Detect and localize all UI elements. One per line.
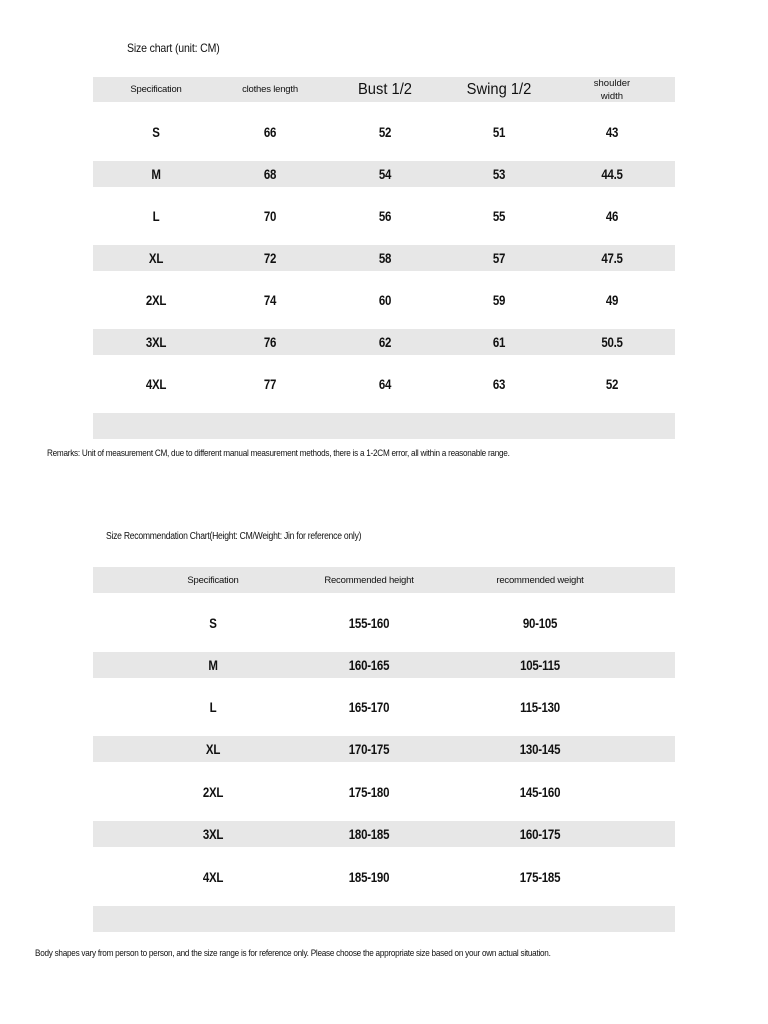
header-swing: Swing 1/2 bbox=[466, 80, 532, 98]
shoulder-cell: 47.5 bbox=[601, 250, 623, 266]
bust-cell: 52 bbox=[378, 124, 392, 140]
shoulder-cell: 43 bbox=[605, 124, 619, 140]
table-row bbox=[93, 609, 675, 636]
bust-cell: 62 bbox=[378, 334, 392, 350]
swing-cell: 61 bbox=[492, 334, 506, 350]
swing-cell: 53 bbox=[492, 166, 506, 182]
size-cell: 4XL bbox=[145, 376, 167, 392]
table-row bbox=[93, 736, 675, 762]
size-chart-table bbox=[93, 77, 675, 439]
table-row bbox=[93, 652, 675, 678]
table-row bbox=[93, 371, 675, 397]
swing-cell: 51 bbox=[492, 124, 506, 140]
size-cell: M bbox=[151, 166, 161, 182]
recommendation-chart-title: Size Recommendation Chart(Height: CM/Weight: Jin for reference only) bbox=[106, 531, 362, 542]
swing-cell: 59 bbox=[492, 292, 506, 308]
shoulder-cell: 52 bbox=[605, 376, 619, 392]
bust-cell: 54 bbox=[378, 166, 392, 182]
header-recommended-weight: recommended weight bbox=[496, 574, 584, 586]
size-cell: 2XL bbox=[145, 292, 167, 308]
length-cell: 77 bbox=[263, 376, 277, 392]
table-row bbox=[93, 863, 675, 890]
table-row bbox=[93, 694, 675, 720]
table-row bbox=[93, 119, 675, 145]
size-cell: L bbox=[209, 699, 217, 715]
table-row bbox=[93, 203, 675, 229]
size-cell: 3XL bbox=[145, 334, 167, 350]
swing-cell: 55 bbox=[492, 208, 506, 224]
weight-cell: 105-115 bbox=[520, 657, 560, 673]
header-recommended-height: Recommended height bbox=[324, 574, 414, 586]
length-cell: 68 bbox=[263, 166, 277, 182]
size-cell: L bbox=[152, 208, 160, 224]
table-footer-bar bbox=[93, 906, 675, 932]
size-cell: 4XL bbox=[202, 868, 224, 885]
weight-cell: 175-185 bbox=[519, 868, 561, 885]
length-cell: 72 bbox=[263, 250, 277, 266]
weight-cell: 130-145 bbox=[519, 741, 561, 757]
shoulder-cell: 50.5 bbox=[601, 334, 623, 350]
table-row bbox=[93, 821, 675, 847]
height-cell: 160-165 bbox=[348, 657, 390, 673]
shoulder-cell: 49 bbox=[605, 292, 619, 308]
size-cell: 2XL bbox=[202, 783, 224, 800]
size-cell: XL bbox=[205, 741, 221, 757]
table-row bbox=[93, 245, 675, 271]
length-cell: 66 bbox=[263, 124, 277, 140]
weight-cell: 160-175 bbox=[519, 826, 561, 842]
header-bust: Bust 1/2 bbox=[357, 80, 412, 98]
weight-cell: 115-130 bbox=[520, 699, 560, 715]
size-cell: XL bbox=[148, 250, 164, 266]
size-chart-remarks: Remarks: Unit of measurement CM, due to different manual measurement methods, there is a 1-2CM error, all within a reasonable range. bbox=[47, 448, 510, 459]
swing-cell: 57 bbox=[492, 250, 506, 266]
length-cell: 74 bbox=[263, 292, 277, 308]
size-chart-header-row bbox=[93, 77, 675, 102]
weight-cell: 145-160 bbox=[519, 783, 561, 800]
height-cell: 170-175 bbox=[348, 741, 390, 757]
length-cell: 76 bbox=[263, 334, 277, 350]
header-clothes-length: clothes length bbox=[242, 84, 298, 95]
size-cell: 3XL bbox=[202, 826, 224, 842]
table-row bbox=[93, 287, 675, 313]
bust-cell: 58 bbox=[378, 250, 392, 266]
bust-cell: 56 bbox=[378, 208, 392, 224]
shoulder-cell: 44.5 bbox=[601, 166, 623, 182]
size-cell: S bbox=[209, 614, 217, 631]
height-cell: 180-185 bbox=[348, 826, 390, 842]
recommendation-chart-note: Body shapes vary from person to person, and the size range is for reference only. Please choose the appropriate size based on your own actual situation. bbox=[35, 948, 551, 959]
header-specification: Specification bbox=[187, 574, 239, 586]
header-specification: Specification bbox=[130, 84, 182, 95]
table-row bbox=[93, 778, 675, 805]
size-cell: M bbox=[208, 657, 218, 673]
size-cell: S bbox=[152, 124, 160, 140]
bust-cell: 64 bbox=[378, 376, 392, 392]
header-shoulder-width: shoulder width bbox=[593, 77, 631, 102]
height-cell: 185-190 bbox=[348, 868, 390, 885]
length-cell: 70 bbox=[263, 208, 277, 224]
table-row bbox=[93, 329, 675, 355]
table-row bbox=[93, 161, 675, 187]
bust-cell: 60 bbox=[378, 292, 392, 308]
weight-cell: 90-105 bbox=[522, 614, 558, 631]
shoulder-cell: 46 bbox=[605, 208, 619, 224]
height-cell: 155-160 bbox=[348, 614, 390, 631]
table-footer-bar bbox=[93, 413, 675, 439]
height-cell: 165-170 bbox=[348, 699, 390, 715]
recommendation-header-row bbox=[93, 567, 675, 593]
recommendation-chart-table bbox=[93, 567, 675, 932]
swing-cell: 63 bbox=[492, 376, 506, 392]
size-chart-title: Size chart (unit: CM) bbox=[127, 41, 220, 55]
height-cell: 175-180 bbox=[348, 783, 390, 800]
